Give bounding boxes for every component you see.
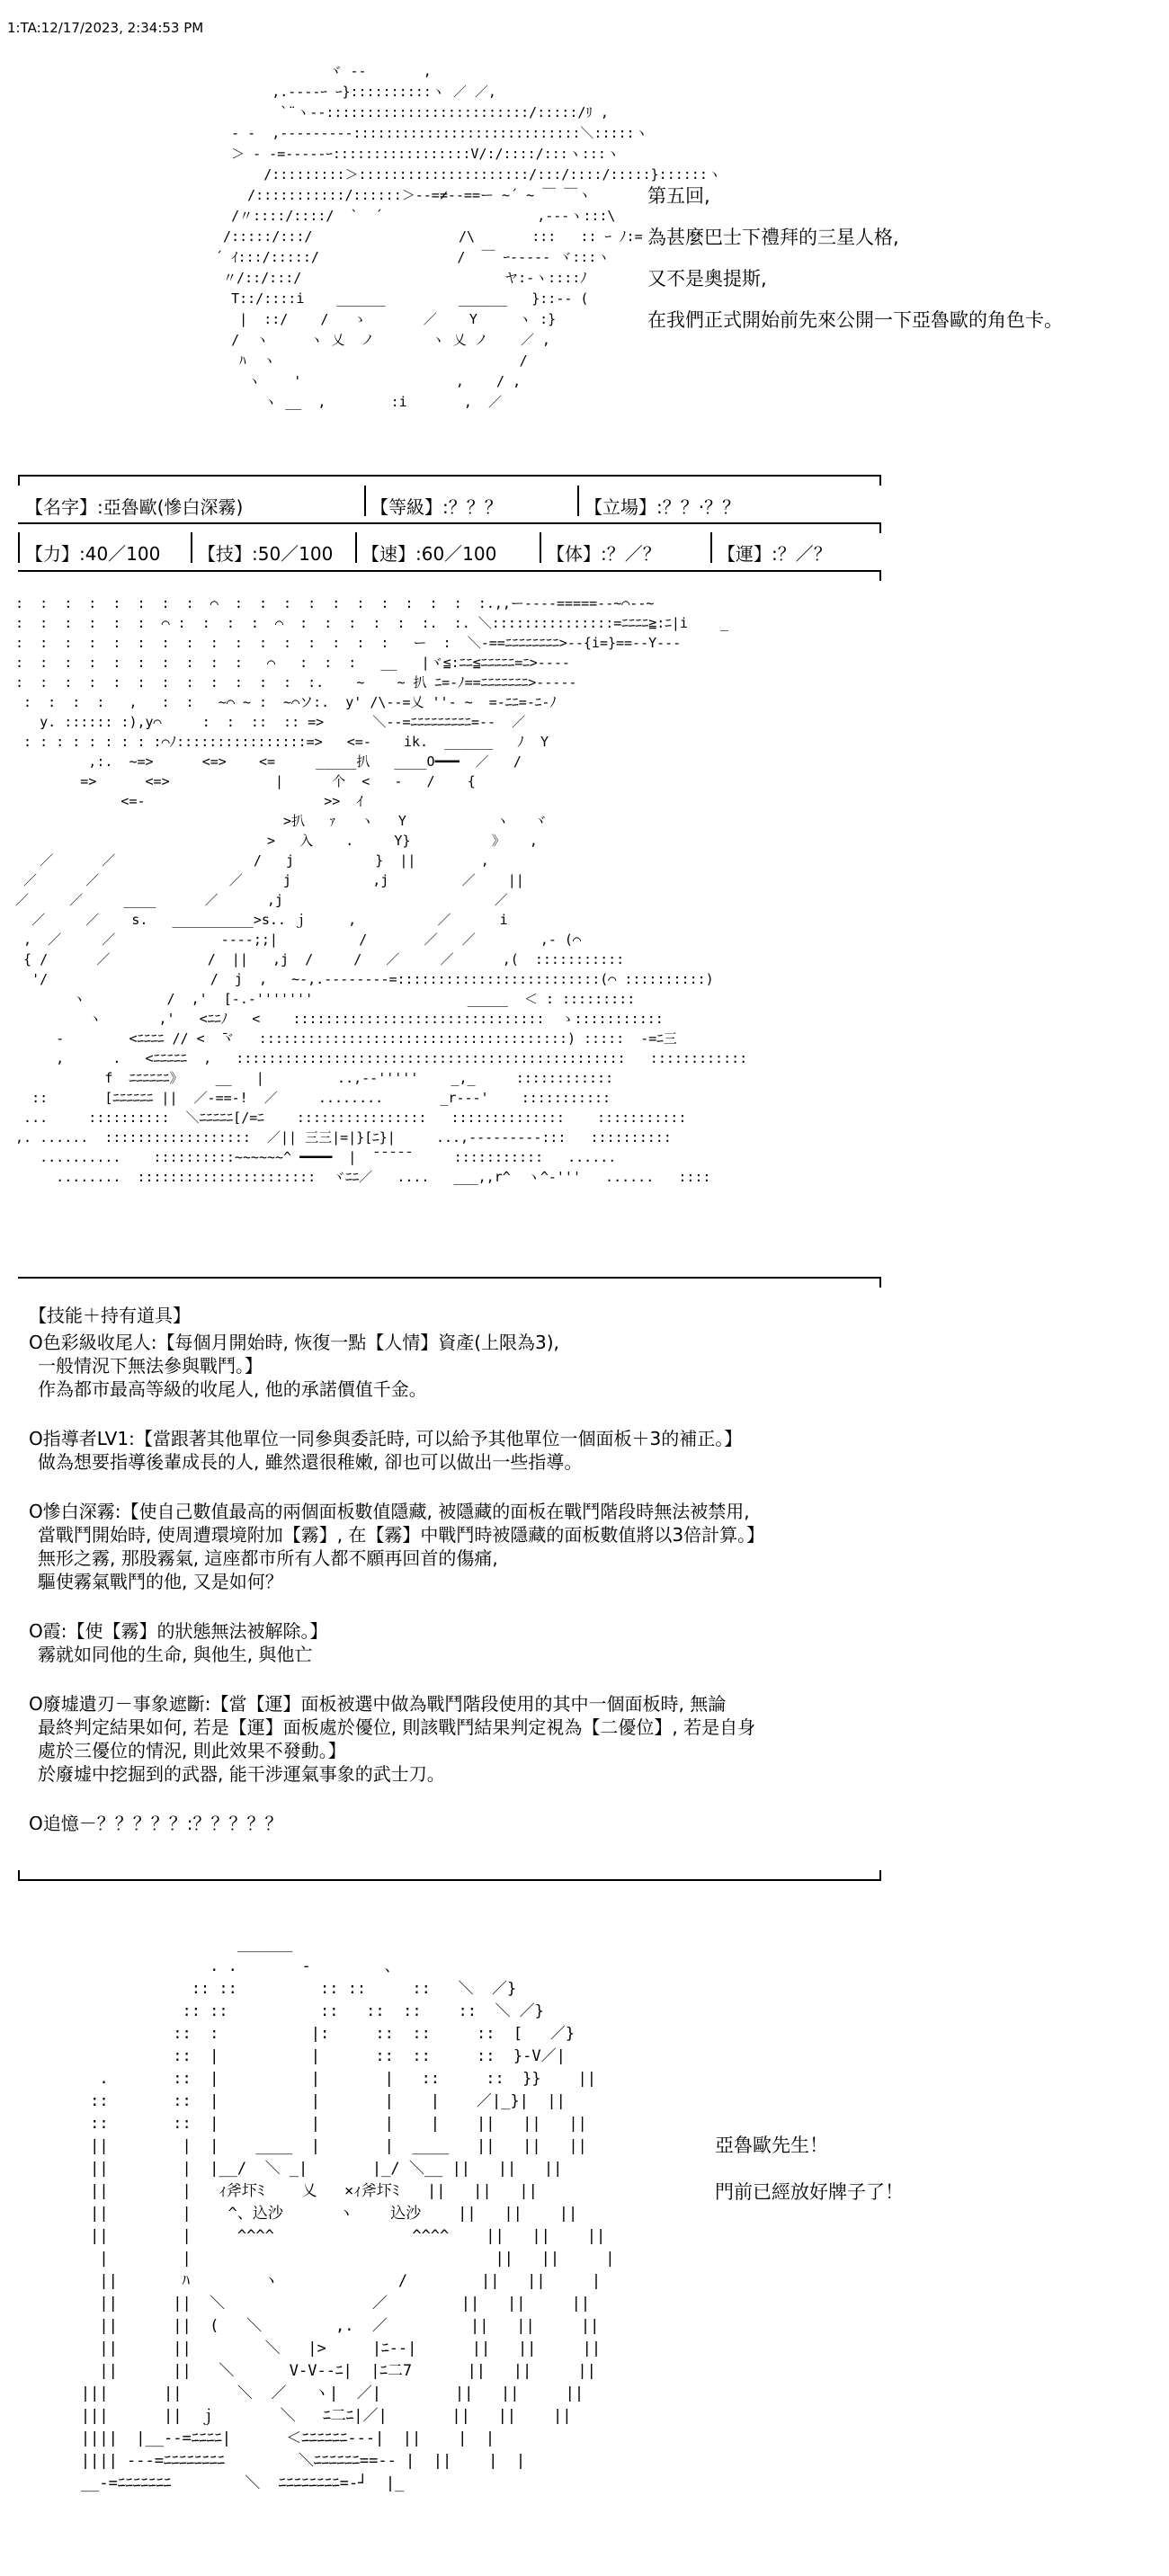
card-separator — [355, 532, 357, 563]
profile-name: 【名字】:亞魯歐(慘白深霧) — [25, 496, 244, 518]
card-separator — [191, 532, 192, 563]
skill-line: 最終判定結果如何, 若是【運】面板處於優位, 則該戰鬥結果判定視為【二優位】, 若是自身 — [38, 1716, 756, 1738]
card-top-rule — [18, 475, 881, 477]
skill-line: O廢墟遺刃－事象遮斷:【當【運】面板被選中做為戰鬥階段使用的其中一個面板時, 無論 — [29, 1693, 727, 1715]
intro-line: 又不是奧提斯, — [647, 268, 767, 290]
skill-item — [29, 1812, 892, 1835]
ascii-art-text: : : : : : : : : ⌒ : : : : : : : : : : :.,,ー-‐--=====‐‐~⌒‐‐~ : : : : : : ⌒ : : : : ⌒ : : : : : :. :. ＼:::::::::::::::=ﾆﾆﾆﾆ≧:ﾆ|i _ : : : : : : : : : : : : : : : : ー : ＼-==ﾆﾆﾆﾆﾆﾆﾆﾆ>--{i=}==--Y--‐ : : : : : : : : : : ⌒ : : : __ |ヾ≦:ﾆﾆ≦ﾆﾆﾆﾆﾆ=ﾆ>-‐‐‐ : : : : : : : : : : : : :. ~ ~ 扒 ﾆ=-ﾉ==ﾆﾆﾆﾆﾆﾆﾆ>----- : : : : , : : ~⌒ ~ : ~⌒ソ:. y' /\--=乂 ''‐ ~ =‐ﾆﾆ=‐ﾆ‐ﾉ y. :::::: :),y⌒ : : :: :: => ＼--=ﾆﾆﾆﾆﾆﾆﾆﾆﾆ=-‐ ／ : : : : : : : : :⌒ﾉ::::::::::::::::=> <=- ik. ______ ﾉ Y ,:. ~=> <=> <= _____扒 ____O━━━ ／ / => <=> | 个 < - / { <=- >> ｲ >扒 ｧ ヽ Y ヽ ヾ > 入 . Y} 》 , ／ ／ / j } || , ／ ／ ／ j ,j ／ || ／ ／ ____ ／ ,j ／ ／ ／ s. __________>s.. ｊ , ／ i , ／ ／ ----;;| / ／ ／ ,‐ (⌒ { / ／ / || ,j / / ／ ／ ,( ::::::::::: '/ / j , ~‐,.--‐‐----=:::::::::::::::::::::::::(⌒ ::::::::::) ヽ / ,' [-.‐''''''' _____ ＜ : ::::::::: ヽ ,' <ﾆﾆﾉ < ::::::::::::::::::::::::::::::: ゝ::::::::::: ‐ <ﾆﾆﾆﾆ // < ̄ヾ ::::::::::::::::::::::::::::::::::::::) ::::: -=ﾆ三 , . <ﾆﾆﾆﾆﾆ , :::::::::::::::::::::::::::::::::::::::::::::::: :::::::::::: f ﾆﾆﾆﾆﾆﾆ》 __ | ..,-‐''''' _,_ :::::::::::: :: [ﾆﾆﾆﾆﾆﾆ || ／-==-! ／ ........ _r--‐' ::::::::::: ... :::::::::: ＼ﾆﾆﾆﾆﾆ[/=ﾆ :::::::::::::::: :::::::::::::: ::::::::::: ,. ...... :::::::::::::::::: ／|| 三三|=|}[ﾆ}| ...,-‐-------::: :::::::::: .......... ::::::::::~~~~~~^ ━━━━ | ̄ ̄ ̄ ̄ ̄ ::::::::::: ...... ........ :::::::::::::::::::::: ヾﾆﾆ／ .... ___,,r^ ヽ^‐''' ...... :::: — [15, 595, 748, 1185]
card-rule-tick — [18, 1870, 20, 1881]
card-separator — [710, 532, 712, 563]
page-timestamp: 1:TA:12/17/2023, 2:34:53 PM — [7, 20, 204, 36]
card-separator — [540, 532, 541, 563]
skill-line: 作為都市最高等級的收尾人, 他的承諾價值千金。 — [38, 1378, 427, 1400]
card-separator — [577, 486, 579, 516]
card-rule-tick — [879, 1870, 881, 1881]
skills-title: 【技能＋持有道具】 — [29, 1305, 191, 1326]
character-figure-ascii-art — [7, 593, 906, 1259]
intro-narration — [647, 175, 1063, 341]
card-bottom-rule — [18, 570, 881, 572]
card-rule-tick — [879, 570, 881, 581]
character-bust-ascii-art: ______ . . - 、 :: :: :: :: :: ＼ ／} :: :: :: :: :: :: ＼ ／} :: : |: :: :: :: [ ／} :: | | :: :: :: }-V／| . :: | | | :: :: }} || :: :: | | | | ／|_}| || :: :: | | | | || || || || | | ____ | | ____ || || || || | |__/ ＼ _| |_/ ＼__ || || || || | ｨ斧圷ﾐ 乂 ×ｨ斧圷ﾐ || || || || | ^、込沙 ヽ 込沙 || || || || | ^^^^ ^^^^ || || || | | || || | || ﾊ ヽ / || || | || || ＼ ／ || || || || || ( ＼ ,. ／ || || || || || ＼ |> |ﾆ--| || || || || || ＼ V‐V--ﾆ| |ﾆ二7 || || || ||| || ＼ ／ ヽ| ／| || || || ||| || ｊ ＼ ﾆ二ﾆ|／| || || || |||| |__--=ﾆﾆﾆﾆ| ＜ﾆﾆﾆﾆﾆﾆ--‐| || | | |||| ---=ﾆﾆﾆﾆﾆﾆﾆﾆ ＼ﾆﾆﾆﾆﾆﾆ==-‐ | || | | __-=ﾆﾆﾆﾆﾆﾆﾆ ＼ ﾆﾆﾆﾆﾆﾆﾆﾆ=-┘ |_ — [80, 1935, 615, 2492]
card-rule-tick — [879, 475, 881, 486]
profile-stance: 【立場】:？？·？？ — [584, 496, 741, 518]
skill-line: O慘白深霧:【使自己數值最高的兩個面板數值隱藏, 被隱藏的面板在戰鬥階段時無法被禁用, — [29, 1501, 750, 1522]
skill-line: O追憶－？？？？？:？？？？？ — [29, 1813, 283, 1834]
skill-line: 驅使霧氣戰鬥的他, 又是如何？ — [38, 1571, 283, 1592]
skill-item — [29, 1331, 892, 1401]
stat-luck: 【運】:？／？ — [718, 543, 832, 565]
outro-narration — [715, 2122, 904, 2215]
skills-top-rule — [18, 1277, 881, 1279]
skill-item — [29, 1500, 892, 1593]
stat-speed: 【速】:60／100 — [361, 543, 497, 565]
skill-line: O指導者LV1:【當跟著其他單位一同參與委託時, 可以給予其他單位一個面板＋3的補正。】 — [29, 1428, 743, 1449]
skills-bottom-rule — [18, 1879, 881, 1881]
outro-line: 門前已經放好牌子了！ — [715, 2181, 904, 2203]
skill-line: 當戰鬥開始時, 使周遭環境附加【霧】, 在【霧】中戰鬥時被隱藏的面板數值將以3倍計算。】 — [38, 1524, 765, 1546]
card-middle-rule — [18, 522, 881, 524]
intro-line: 為甚麼巴士下禮拜的三星人格, — [647, 227, 899, 248]
skill-line: 做為想要指導後輩成長的人, 雖然還很稚嫩, 卻也可以做出一些指導。 — [38, 1451, 583, 1473]
card-separator — [364, 486, 366, 516]
intro-line: 第五回, — [647, 185, 710, 207]
ascii-art-text: ヾ ‐- , ,.-‐--ｰ ｰ}::::::::::ヽ ／ ／, `¨ヽ--:::::::::::::::::::::::::/:::::/ﾘ , ‐ ‐ ,-‐‐‐‐----::::::::::::::::::::::::::::＼:::::ヽ ＞ ‐ -=-----ｰ:::::::::::::::::V/:/::::/:::ヽ:::ヽ /:::::::::＞:::::::::::::::::::::/:::/::::/:::::}::::::ヽ /:::::::::::/::::::＞--=≠--==ー ~´ ~ ￣ ￣ヽ /〃::::/::::/ ` ´ ,--‐ヽ:::\ /:::::/:::/ /\ ::: :: ｰ ﾉ:= ´ ｲ:::/:::::/ / ￣ ｰ----‐ ヾ:::ヽ 〃/::/:::/ ヤ:-ヽ::::ﾉ T::/::::i ______ ______ }::-- ( | ::/ / ゝ ／ Y ヽ :} / ヽ ヽ 乂 ノ ヽ 乂 ノ ／ , ﾊ ヽ / ヽ ' , / , ヽ __ , :i , ／ — [215, 63, 721, 410]
stat-body: 【体】:？／？ — [547, 543, 661, 565]
stat-strength: 【力】:40／100 — [25, 543, 161, 565]
skill-item — [29, 1692, 892, 1786]
skill-line: 於廢墟中挖掘到的武器, 能干涉運氣事象的武士刀。 — [38, 1763, 445, 1785]
skill-line: 無形之霧, 那股霧氣, 這座都市所有人都不願再回首的傷痛, — [38, 1547, 498, 1569]
skill-line: 霧就如同他的生命, 與他生, 與他亡 — [38, 1644, 313, 1665]
skill-item — [29, 1619, 892, 1666]
intro-line: 在我們正式開始前先來公開一下亞魯歐的角色卡。 — [647, 309, 1063, 331]
profile-grade: 【等級】:？？？ — [370, 496, 503, 518]
skills-section — [29, 1304, 892, 1861]
outro-line: 亞魯歐先生！ — [715, 2135, 828, 2156]
skill-item — [29, 1427, 892, 1474]
card-rule-tick — [879, 1277, 881, 1288]
card-rule-tick — [879, 522, 881, 533]
skill-line: O色彩級收尾人:【每個月開始時, 恢復一點【人情】資產(上限為3), — [29, 1332, 559, 1353]
stat-technique: 【技】:50／100 — [198, 543, 334, 565]
card-separator — [18, 532, 20, 563]
skill-line: 處於三優位的情況, 則此效果不發動。】 — [38, 1740, 346, 1761]
skill-line: 一般情況下無法參與戰鬥。】 — [38, 1355, 263, 1377]
card-rule-tick — [18, 475, 20, 486]
skill-line: O霞:【使【霧】的狀態無法被解除。】 — [29, 1620, 328, 1642]
